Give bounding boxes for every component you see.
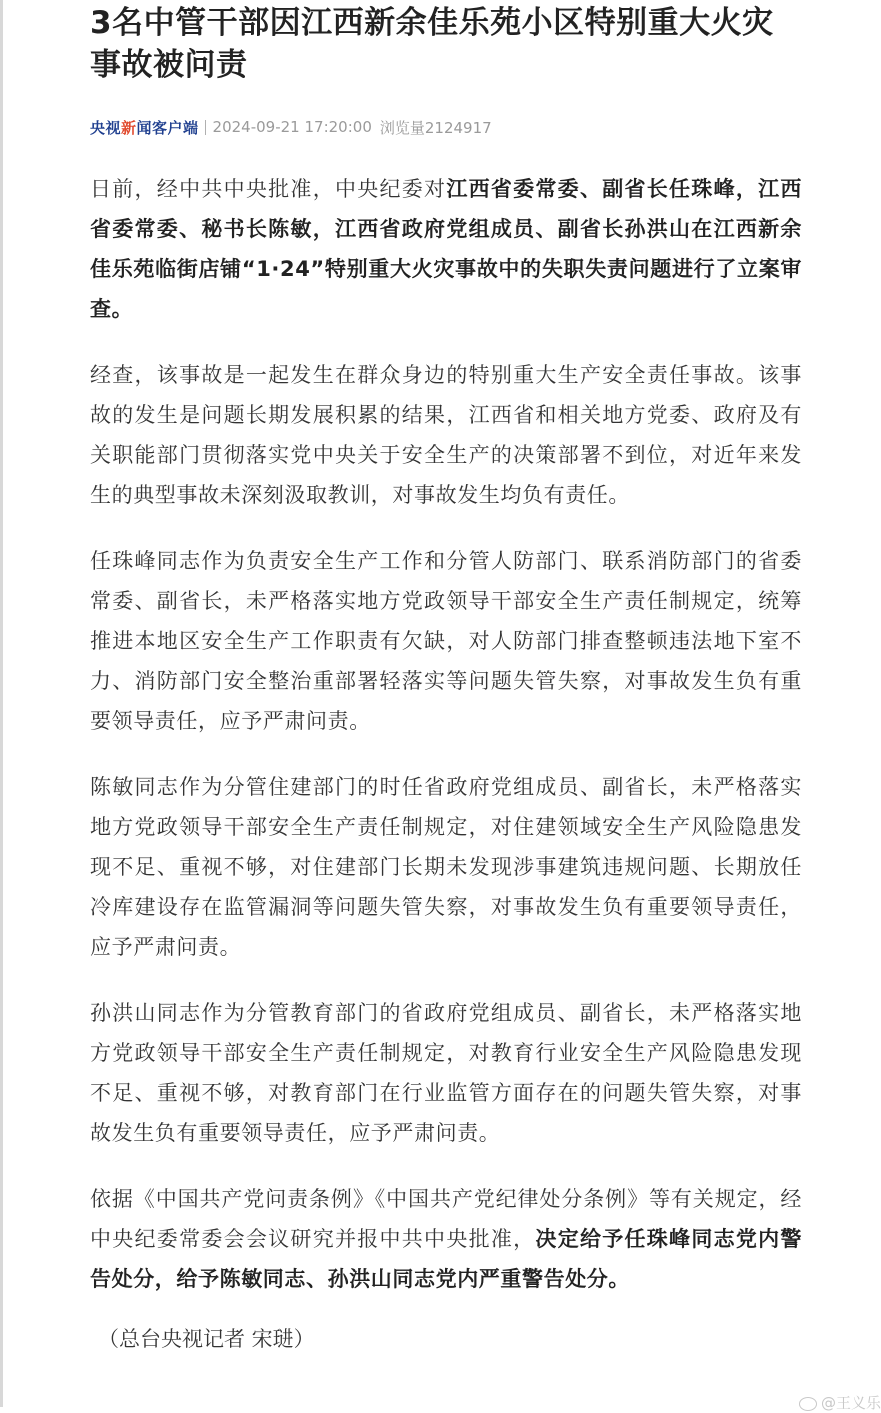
paragraph-text: 经查，该事故是一起发生在群众身边的特别重大生产安全责任事故。该事故的发生是问题长期发展积累的结果，江西省和相关地方党委、政府及有关职能部门贯彻落实党中央关于安全生产的决策部署不到位，对近年来发生的典型事故未深刻汲取教训，对事故发生均负有责任。 (90, 363, 802, 507)
source-brand[interactable] (90, 117, 199, 138)
paragraph-text: 任珠峰同志作为负责安全生产工作和分管人防部门、联系消防部门的省委常委、副省长，未严格落实地方党政领导干部安全生产责任制规定，统筹推进本地区安全生产工作职责有欠缺，对人防部门排查整顿违法地下室不力、消防部门安全整治重部署轻落实等问题失管失察，对事故发生负有重要领导责任，应予严肃问责。 (90, 549, 802, 733)
article-paragraph (90, 169, 802, 329)
paragraph-text: 孙洪山同志作为分管教育部门的省政府党组成员、副省长，未严格落实地方党政领导干部安全生产责任制规定，对教育行业安全生产风险隐患发现不足、重视不够，对教育部门在行业监管方面存在的问题失管失察，对事故发生负有重要领导责任，应予严肃问责。 (90, 1001, 802, 1145)
watermark (799, 1392, 881, 1413)
source-brand-part1: 央视 (90, 118, 122, 137)
article-body (90, 169, 802, 1299)
view-count: 浏览量2124917 (379, 118, 492, 137)
article-paragraph (90, 767, 802, 967)
article-title: 3名中管干部因江西新余佳乐苑小区特别重大火灾事故被问责 (90, 5, 774, 83)
article-paragraph (90, 993, 802, 1153)
page-left-border (0, 0, 3, 1407)
publish-datetime: 2024-09-21 17:20:00 (212, 118, 372, 136)
watermark-text: @王义乐 (820, 1394, 881, 1412)
paragraph-bold-text: 决定给予任珠峰同志党内警告处分，给予陈敏同志、孙洪山同志党内严重警告处分。 (90, 1227, 803, 1291)
article-paragraph (90, 355, 802, 515)
weibo-logo-icon (799, 1397, 817, 1411)
article-paragraph (90, 541, 802, 741)
meta-divider (205, 120, 206, 135)
article (90, 0, 802, 1359)
paragraph-text: 陈敏同志作为分管住建部门的时任省政府党组成员、副省长，未严格落实地方党政领导干部安全生产责任制规定，对住建领域安全生产风险隐患发现不足、重视不够，对住建部门长期未发现涉事建筑违规问题、长期放任冷库建设存在监管漏洞等问题失管失察，对事故发生负有重要领导责任，应予严肃问责。 (90, 775, 802, 959)
article-meta (90, 116, 802, 138)
article-paragraph (90, 1179, 802, 1299)
paragraph-text: 依据《中国共产党问责条例》《中国共产党纪律处分条例》等有关规定，经中央纪委常委会会议研究并报中共中央批准， (90, 1187, 802, 1251)
source-brand-part3: 闻客户端 (136, 118, 199, 137)
source-brand-highlight: 新 (121, 118, 137, 137)
paragraph-text: 日前，经中共中央批准，中央纪委对 (90, 177, 447, 201)
reporter-credit: （总台央视记者 宋琎） (98, 1327, 315, 1351)
paragraph-bold-text: 江西省委常委、副省长任珠峰，江西省委常委、秘书长陈敏，江西省政府党组成员、副省长孙洪山在江西新余佳乐苑临街店铺“1·24”特别重大火灾事故中的失职失责问题进行了立案审查。 (90, 177, 802, 321)
